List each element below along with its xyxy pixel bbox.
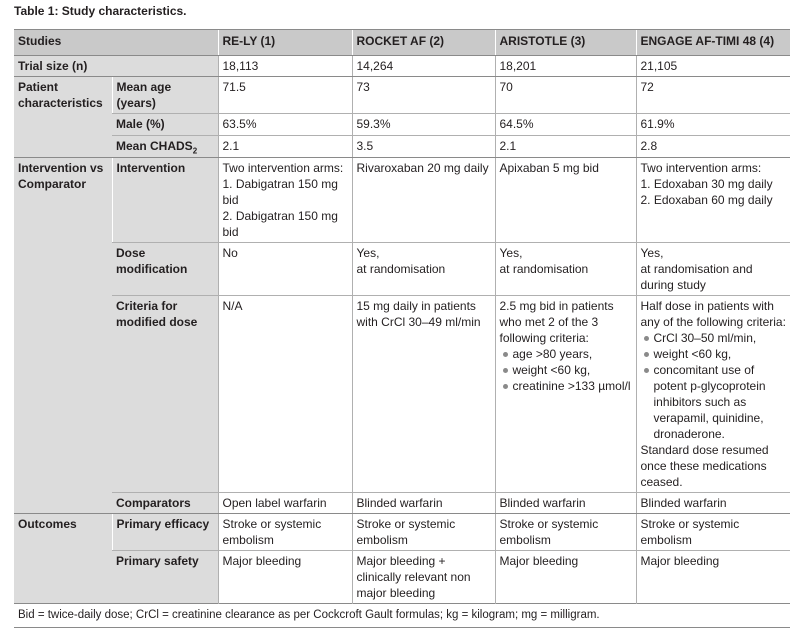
cell-dose-rely: [218, 243, 352, 296]
cell-dose-engage: [636, 243, 790, 296]
cell-comparator-engage: Blinded warfarin: [636, 493, 790, 514]
text-line: at randomisation: [356, 262, 446, 276]
cell-male-aristotle: 64.5%: [495, 114, 636, 136]
cell-male-engage: 61.9%: [636, 114, 790, 136]
cell-trial-size-aristotle: 18,201: [495, 56, 636, 77]
text-line: Yes,: [640, 246, 664, 260]
text-line: 2. Dabigatran 150 mg bid: [222, 209, 338, 239]
table-caption: Table 1: Study characteristics.: [14, 4, 187, 18]
label-chads: [112, 136, 218, 158]
text-line: No: [222, 246, 238, 260]
header-row: [14, 30, 790, 56]
row-primary-efficacy: [14, 514, 790, 551]
row-trial-size: [14, 56, 790, 77]
cell-age-aristotle: 70: [495, 77, 636, 114]
row-criteria: [14, 296, 790, 493]
text-line: Rivaroxaban 20 mg daily: [356, 161, 489, 175]
row-dose-modification: [14, 243, 790, 296]
row-male: [14, 114, 790, 136]
label-dose-modification: Dose modification: [112, 243, 218, 296]
list-item: age >80 years,: [500, 346, 632, 362]
row-chads: [14, 136, 790, 158]
text-line: at randomisation and: [640, 262, 753, 276]
cell-comparator-rocket: Blinded warfarin: [352, 493, 495, 514]
criteria-intro: Half dose in patients with any of the following criteria:: [640, 299, 786, 329]
cell-safety-engage: Major bleeding: [636, 551, 790, 604]
text-line: 1. Dabigatran 150 mg bid: [222, 177, 338, 207]
cell-safety-rocket: Major bleeding + clinically relevant non major bleeding: [352, 551, 495, 604]
header-engage: ENGAGE AF-TIMI 48 (4): [636, 30, 790, 56]
header-rely: RE-LY (1): [218, 30, 352, 56]
list-item: weight <60 kg,: [500, 362, 632, 378]
header-aristotle: ARISTOTLE (3): [495, 30, 636, 56]
cell-criteria-rocket: 15 mg daily in patients with CrCl 30–49 ml/min: [352, 296, 495, 493]
cell-criteria-engage: [636, 296, 790, 493]
cell-male-rely: 63.5%: [218, 114, 352, 136]
cell-trial-size-engage: 21,105: [636, 56, 790, 77]
label-comparators: Comparators: [112, 493, 218, 514]
cell-efficacy-rely: Stroke or systemic embolism: [218, 514, 352, 551]
row-intervention: [14, 158, 790, 243]
criteria-intro: 2.5 mg bid in patients who met 2 of the 3 following criteria:: [499, 299, 614, 345]
cell-chads-rocket: 3.5: [352, 136, 495, 158]
group-patient-characteristics: Patient characteristics: [14, 77, 112, 158]
cell-chads-rely: 2.1: [218, 136, 352, 158]
cell-efficacy-engage: Stroke or systemic embolism: [636, 514, 790, 551]
cell-efficacy-aristotle: Stroke or systemic embolism: [495, 514, 636, 551]
cell-chads-engage: 2.8: [636, 136, 790, 158]
text-line: Yes,: [356, 246, 380, 260]
cell-age-engage: 72: [636, 77, 790, 114]
cell-comparator-aristotle: Blinded warfarin: [495, 493, 636, 514]
cell-criteria-rely: N/A: [218, 296, 352, 493]
label-primary-efficacy: Primary efficacy: [112, 514, 218, 551]
cell-chads-aristotle: 2.1: [495, 136, 636, 158]
label-chads-text: Mean CHADS: [116, 139, 193, 153]
header-studies: Studies: [14, 30, 218, 56]
cell-comparator-rely: Open label warfarin: [218, 493, 352, 514]
cell-criteria-aristotle: [495, 296, 636, 493]
label-primary-safety: Primary safety: [112, 551, 218, 604]
study-characteristics-table: [14, 29, 790, 628]
cell-age-rely: 71.5: [218, 77, 352, 114]
label-intervention: Intervention: [112, 158, 218, 243]
cell-trial-size-rely: 18,113: [218, 56, 352, 77]
cell-efficacy-rocket: Stroke or systemic embolism: [352, 514, 495, 551]
label-male: Male (%): [112, 114, 218, 136]
list-item: weight <60 kg,: [641, 346, 787, 362]
group-outcomes: Outcomes: [14, 514, 112, 604]
text-line: Yes,: [499, 246, 523, 260]
criteria-outro: Standard dose resumed once these medications ceased.: [640, 443, 769, 489]
header-rocket: ROCKET AF (2): [352, 30, 495, 56]
label-trial-size: Trial size (n): [14, 56, 218, 77]
text-line: at randomisation: [499, 262, 589, 276]
cell-male-rocket: 59.3%: [352, 114, 495, 136]
cell-intervention-rocket: [352, 158, 495, 243]
text-line: Two intervention arms:: [640, 161, 762, 175]
text-line: during study: [640, 278, 706, 292]
group-intervention-vs-comparator: Intervention vs Comparator: [14, 158, 112, 514]
list-item: creatinine >133 µmol/l: [500, 378, 632, 394]
table-footnote: Bid = twice-daily dose; CrCl = creatinine clearance as per Cockcroft Gault formulas; kg = kilogram; mg = milligram.: [14, 604, 790, 628]
text-line: Two intervention arms:: [222, 161, 344, 175]
row-comparators: [14, 493, 790, 514]
criteria-list: [641, 330, 787, 442]
cell-dose-aristotle: [495, 243, 636, 296]
text-line: 2. Edoxaban 60 mg daily: [640, 193, 773, 207]
cell-age-rocket: 73: [352, 77, 495, 114]
cell-trial-size-rocket: 14,264: [352, 56, 495, 77]
cell-intervention-aristotle: [495, 158, 636, 243]
cell-dose-rocket: [352, 243, 495, 296]
label-chads-subscript: 2: [192, 146, 198, 156]
cell-intervention-rely: [218, 158, 352, 243]
text-line: 1. Edoxaban 30 mg daily: [640, 177, 773, 191]
list-item: CrCl 30–50 ml/min,: [641, 330, 787, 346]
cell-safety-rely: Major bleeding: [218, 551, 352, 604]
row-mean-age: [14, 77, 790, 114]
list-item: concomitant use of potent p-glycoprotein inhibitors such as verapamil, quinidine, dronaderone.: [641, 362, 787, 442]
footnote-row: [14, 604, 790, 628]
row-primary-safety: [14, 551, 790, 604]
cell-intervention-engage: [636, 158, 790, 243]
label-mean-age: Mean age (years): [112, 77, 218, 114]
text-line: Apixaban 5 mg bid: [499, 161, 599, 175]
criteria-list: [500, 346, 632, 394]
label-criteria: Criteria for modified dose: [112, 296, 218, 493]
cell-safety-aristotle: Major bleeding: [495, 551, 636, 604]
